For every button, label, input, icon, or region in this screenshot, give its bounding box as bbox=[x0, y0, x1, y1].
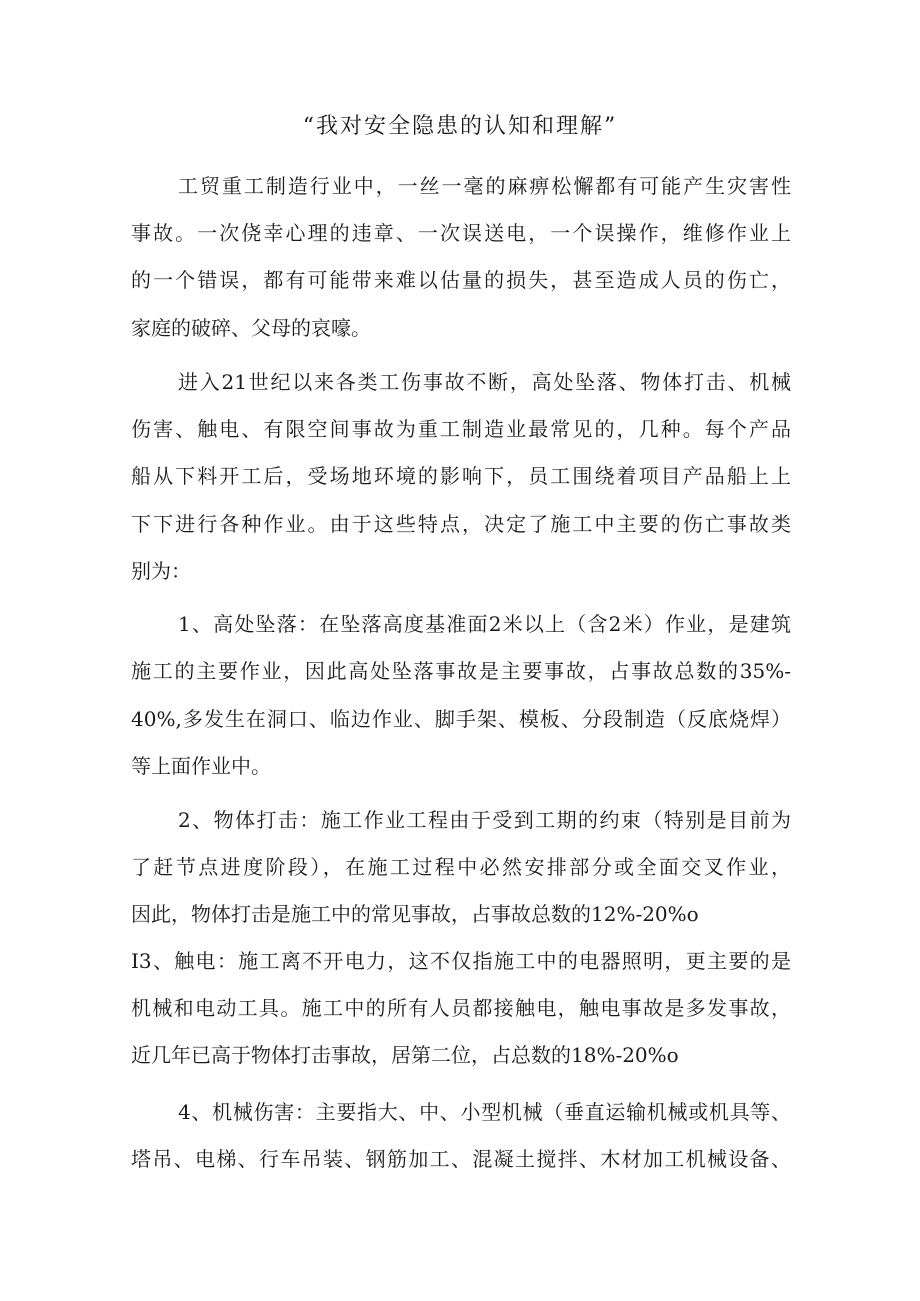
text-line: 了赶节点进度阶段），在施工过程中必然安排部分或全面交叉作业， bbox=[131, 855, 791, 879]
text-line: 船从下料开工后，受场地环境的影响下，员工围绕着项目产品船上上 bbox=[131, 464, 791, 488]
text-line: 伤害、触电、有限空间事故为重工制造业最常见的，几种。每个产品 bbox=[131, 417, 791, 441]
text-line: 机械和电动工具。施工中的所有人员都接触电，触电事故是多发事故， bbox=[131, 996, 791, 1020]
text-line: 的一个错误，都有可能带来难以估量的损失，甚至造成人员的伤亡， bbox=[131, 268, 791, 292]
text-line: 1、高处坠落：在坠落高度基准面2米以上（含2米）作业，是建筑 bbox=[178, 612, 791, 636]
text-line: 下下进行各种作业。由于这些特点，决定了施工中主要的伤亡事故类 bbox=[131, 512, 791, 536]
text-line: 塔吊、电梯、行车吊装、钢筋加工、混凝土搅拌、木材加工机械设备、 bbox=[131, 1147, 791, 1171]
text-line: 工贸重工制造行业中，一丝一毫的麻痹松懈都有可能产生灾害性 bbox=[178, 174, 791, 198]
document-title: “我对安全隐患的认知和理解” bbox=[302, 114, 618, 139]
text-line: 4、机械伤害：主要指大、中、小型机械（垂直运输机械或机具等、 bbox=[178, 1100, 791, 1124]
text-line: 施工的主要作业，因此高处坠落事故是主要事故，占事故总数的35%- bbox=[131, 659, 791, 683]
text-line: 家庭的破碎、父母的哀嚎。 bbox=[131, 316, 371, 340]
text-line: 40%,多发生在洞口、临边作业、脚手架、模板、分段制造（反底烧焊） bbox=[131, 707, 791, 731]
text-line: 别为： bbox=[131, 559, 191, 583]
text-line: 因此，物体打击是施工中的常见事故，占事故总数的12%-20%o bbox=[131, 902, 699, 926]
text-line: 近几年已高于物体打击事故，居第二位，占总数的18%-20%o bbox=[131, 1043, 679, 1067]
text-line: 2、物体打击：施工作业工程由于受到工期的约束（特别是目前为 bbox=[178, 808, 791, 832]
text-line: 进入21世纪以来各类工伤事故不断，高处坠落、物体打击、机械 bbox=[178, 370, 791, 394]
text-line: 等上面作业中。 bbox=[131, 754, 271, 778]
text-line: 事故。一次侥幸心理的违章、一次误送电，一个误操作，维修作业上 bbox=[131, 221, 791, 245]
text-line: I3、触电：施工离不开电力，这不仅指施工中的电器照明，更主要的是 bbox=[131, 949, 791, 973]
